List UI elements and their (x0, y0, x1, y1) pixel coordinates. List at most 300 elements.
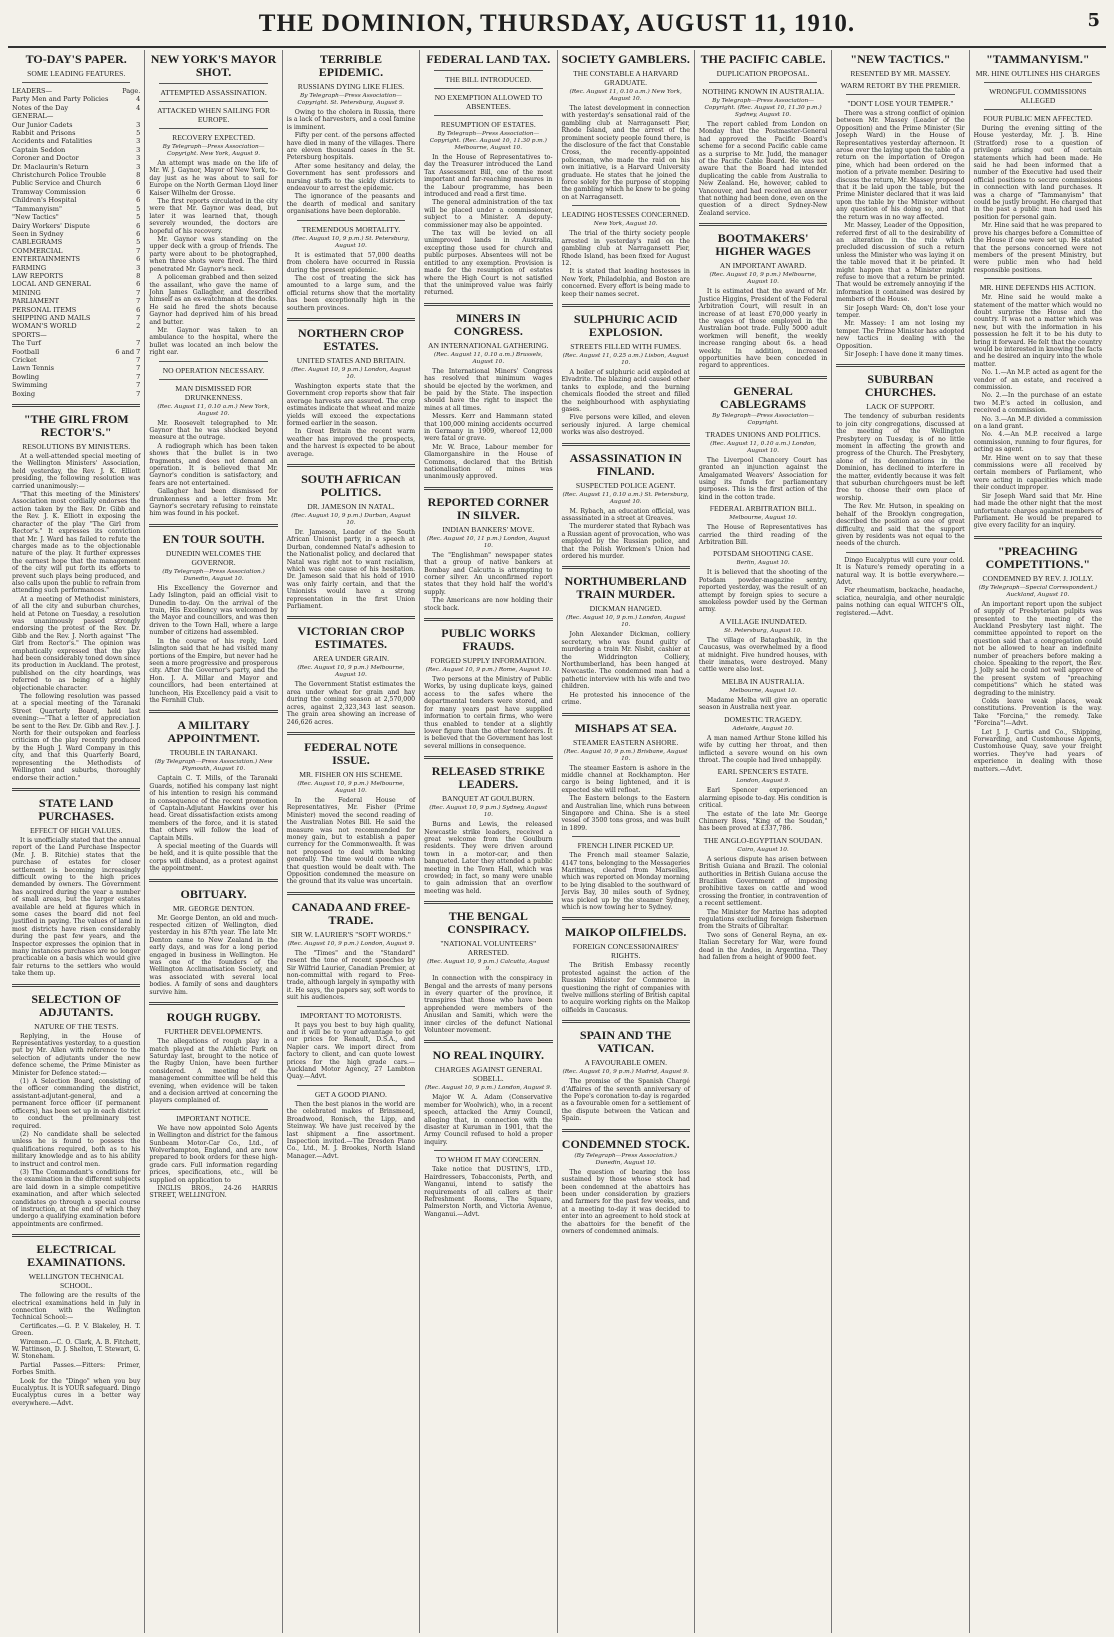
column-4 (420, 50, 557, 1633)
headline: FEDERAL NOTE ISSUE. (304, 739, 398, 767)
paragraph: Two sons of General Reyna, an ex-Italian Secretary for War, were found dead in the Andes, in Argentina. They had fallen from a height of 9000 feet. (698, 931, 828, 962)
article-body (12, 1292, 140, 1407)
byline: Berlin, August 10. (736, 560, 790, 567)
index-label: Boxing (12, 389, 36, 398)
subheadline: DICKMAN HANGED. (589, 604, 662, 614)
article-body (562, 230, 690, 298)
index-page: 6 (136, 179, 141, 188)
column-2 (145, 50, 282, 1633)
index-label: Bowling (12, 372, 40, 381)
paragraph: The Liverpool Chancery Court has granted an injunction against the Amalgamated Weavers' Association for using its funds for parliamentary purposes. This is the first action of the kind in the cotton trade. (698, 456, 828, 501)
paragraph: Dr. Jameson, Leader of the South African Unionist party, in a speech at Durban, condemned Natal's adhesion to the Nationalist policy, and declared that Natal was right not to want racialism, which was one cause of his hesitation. Dr. Jameson said that his hold of 1910 was only fairly certain, and that the Unionists would have a strong representation in the first Union Parliament. (286, 529, 416, 611)
column-1 (8, 50, 145, 1633)
article-body (149, 420, 277, 518)
article-body (424, 1166, 552, 1218)
byline: (Rec. August 11, 0.25 a.m.) Lisbon, August 10. (562, 352, 689, 366)
paragraph: Dingo Eucalyptus will cure your cold. It is Nature's remedy operating in a natural way. It is bottle everywhere.—Advt. (836, 556, 965, 586)
index-label: Captain Seddon (12, 145, 66, 154)
index-row (12, 222, 140, 230)
paragraph: For rheumatism, backache, headache, sciatica, neuralgia, and other neuralgic pains nothing can equal WITCH'S OIL, registered.—Advt. (836, 587, 965, 617)
article-body (424, 676, 552, 750)
paragraph: Then the best pianos in the world are the celebrated makes of Brinsmead, Broadwood, Ronisch, the Lipp, and Steinway. We have just received by the last shipment a fine assortment. Inspection invited.—The Dresden Piano Co., Ltd., M. J. Brookes, North Island Manager.—Advt. (286, 1100, 416, 1160)
paragraph: Certificates.—G. P. V. Blakeley, H. T. Green. (12, 1322, 141, 1338)
paragraph: Mr. George Denton, an old and much-respected citizen of Wellington, died yesterday in his 87th year. The late Mr. Denton came to New Zealand in the early days, and was for a long period engaged in business in Wellington. He was one of the founders of the Wellington Acclimatisation Society, and was associated with several local bodies. A family of sons and daughters survive him. (149, 914, 278, 996)
byline: (Rec. August 10, 9 p.m.) Durban, August 10. (291, 513, 411, 526)
article-body (562, 631, 690, 706)
paragraph: Mr. Hine said that he was prepared to prove his charges before a Committee of the House if one were set up. He stated that the persons concerned were not members of the present Ministry, but were public men who had held responsible positions. (973, 222, 1102, 274)
headline: NORTHUMBERLAND TRAIN MURDER. (564, 574, 687, 602)
subheadline: POTSDAM SHOOTING CASE. (712, 549, 814, 559)
index-page: 5 (136, 213, 141, 222)
subheadline: UNITED STATES AND BRITAIN. (296, 355, 406, 365)
article-body (149, 585, 277, 705)
index-label: Rabbit and Prisons (12, 129, 76, 138)
subheadline: MELBA IN AUSTRALIA. (721, 676, 805, 686)
index-row (12, 297, 140, 305)
index-row (12, 112, 140, 120)
index-page: 7 (136, 297, 141, 306)
paragraph: The Eastern belongs to the Eastern and Australian line, which runs between Singapore and China. She is a steel vessel of 3500 tons gross, and was built in 1899. (561, 795, 690, 832)
headline: SOCIETY GAMBLERS. (561, 52, 690, 66)
index-label: MINING (12, 288, 41, 297)
article-body (424, 821, 552, 895)
byline: (Rec. August 10, 9 p.m.) Brisbane, August 10. (563, 748, 688, 762)
index-row (12, 196, 140, 204)
index-page: 8 (136, 271, 141, 280)
paragraph: Let J. J. Curtis and Co., Shipping, Forwarding, and Customhouse Agents, Customhouse Quay, save your freight worries. They've had years of experience in dealing with those matters.—Advt. (973, 728, 1102, 773)
paragraph: Mr. Hine said he would make a statement of the matter which would no doubt surprise the House and the country. It was not a matter which was new, but with the information in his possession he felt it to be his duty to bring it forward. He felt that the country would be interested in knowing the facts and he desired an inquiry into the whole matter. (973, 294, 1102, 368)
subheadline: SUSPECTED POLICE AGENT. (575, 480, 676, 490)
columns (8, 50, 1106, 1633)
index-row (12, 163, 140, 171)
byline: (Rec. August 11, 0.10 a.m.) Brussels, August 10. (433, 351, 543, 365)
paragraph: The tendency of suburban residents to join city congregations, discussed at the meeting of the Wellington Presbytery on Tuesday, is of no little moment in affecting the growth and progress of the Church. The Presbytery, alone of its denominations in the Dominion, has declined to interfere in the matter, evidently because it was felt that suburban churchgoers must be left free to choose their own place of worship. (836, 413, 965, 502)
paragraph: There was a strong conflict of opinion between Mr. Massey (Leader of the Opposition) and the Prime Minister (Sir Joseph Ward) in the House of Representatives yesterday afternoon. It arose over the laying upon the table of a return on the importation of Oregon pine, which had been ordered on the motion of a private member. Desiring to discuss the return, Mr. Massey proposed that it be laid upon the table, but the Prime Minister declared that it was laid upon the table by the Minister without any question of his doing so, and that the return was in no way affected. (836, 110, 965, 221)
headline: SUBURBAN CHURCHES. (864, 372, 936, 400)
headline: THE PACIFIC CABLE. (700, 52, 826, 66)
headline: "THE GIRL FROM RECTOR'S." (23, 412, 129, 440)
paragraph: Sir Joseph Ward: Oh, don't lose your temper. (836, 304, 965, 319)
article-body (287, 681, 415, 725)
paragraph: Partial Passes.—Fitters: Primer, Forbes Smith. (12, 1361, 141, 1377)
paragraph: The "Times" and the "Standard" resent the tone of recent speeches by Sir Wilfrid Laurier, Canadian Premier, at non-committal with regard to Free-trade, although largely in sympathy with it. He says, the papers say, soft words to suit his audiences. (286, 949, 416, 1002)
article-body (287, 252, 415, 312)
headline: VICTORIAN CROP ESTIMATES. (297, 624, 405, 652)
subheadline: DUNEDIN WELCOMES THE GOVERNOR. (165, 548, 262, 567)
subheadline: LACK OF SUPPORT. (866, 402, 935, 412)
subheadline: DUPLICATION PROPOSAL. (716, 69, 810, 78)
paragraph: Mr. Hine went on to say that these commissions were all received by certain members of Parliament, who were acting in capacities which made their conduct improper. (973, 454, 1102, 492)
headline: SELECTION OF ADJUTANTS. (31, 991, 122, 1019)
headline: ASSASSINATION IN FINLAND. (569, 450, 682, 478)
index-row (12, 129, 140, 137)
paragraph: The general administration of the tax will be placed under a commissioner, subject to a Minister. A deputy-commissioner may also be appointed. (424, 199, 553, 229)
article-body (149, 915, 277, 996)
paragraph: Mr. W. Brace, Labour member for Glamorganshire in the House of Commons, declared that the British nationalisation of mines was unanimously approved. (424, 443, 553, 481)
article-body (562, 1078, 690, 1122)
paragraph: John Alexander Dickman, colliery secretary, who was found guilty of murdering a train Mr. Nisbit, cashier at the Widdrington Colliery, Northumberland, has been hanged at Newcastle. The condemned man had a pathetic interview with his wife and two children. (561, 631, 690, 691)
subheadline: "DON'T LOSE YOUR TEMPER." (847, 99, 954, 108)
paragraph: Mr. Gaynor was standing on the upper deck with a group of friends. The party were about to be photographed, when three shots were fired. The third penetrated Mr. Gaynor's neck. (149, 236, 278, 273)
byline: (Rec. August 10, 9 p.m.) Rome, August 10. (425, 667, 551, 674)
column-8 (970, 50, 1106, 1633)
paragraph: Sir Joseph Ward said that Mr. Hine had made the other night that the most unfortunate charges against members of Parliament. He would be prepared to give every facility for an inquiry. (973, 492, 1102, 530)
paragraph: A policeman grabbed and then seized the assailant, who gave the name of John James Gallagher, and described himself as an ex-watchman at the docks. He said he fired the shots because Gaynor had deprived him of his bread and butter. (149, 274, 278, 326)
index-label: Party Men and Party Policies (12, 95, 109, 104)
index-label: COMMERCIAL (12, 246, 63, 255)
article-body (562, 508, 690, 561)
subheadline: IMPORTANT NOTICE. (176, 1113, 251, 1123)
paragraph: Colds leave weak places, weak constitutions. Prevention is the way. Take "Forcina," the remedy. Take "Forcina"!—Advt. (973, 698, 1102, 728)
column-3 (283, 50, 420, 1633)
byline: By Telegraph—Press Association—Copyright. (Rec. August 10, 11.30 p.m.) Sydney, August 10. (704, 98, 822, 118)
paragraph: Major W. A. Adam (Conservative member for Woolwich), who, in a recent speech, attacked the Army Council, alleging that, in connection with the disaster at Kuruman in 1901, that the Army Council refused to hold a proper inquiry. (424, 1094, 553, 1146)
paragraph: The question of bearing the loss sustained by those whose stock had been condemned at the abattoirs has been under consideration by graziers and farmers for the past few weeks, and at a meeting to-day it was decided to enter into an agreement to hold stock at the abattoirs for the benefit of the owners of condemned animals. (561, 1168, 690, 1235)
index-page: 5 (136, 238, 141, 247)
article-body (287, 797, 415, 886)
article-body (836, 557, 964, 617)
paragraph: The promise of the Spanish Chargé d'Affaires of the seventh anniversary of the Pope's coronation to-day is regarded as a favourable omen for a settlement of the dispute between the Vatican and Spain. (561, 1078, 690, 1123)
column-6 (695, 50, 832, 1633)
index-label: Football (12, 347, 40, 356)
index-page: 6 (136, 280, 141, 289)
byline: (Rec. August 10, 9 p.m.) London, August 9. (424, 1085, 552, 1092)
byline: (Rec. August 11, 0.10 a.m.) New York, August 10. (157, 403, 270, 417)
paragraph: The "Englishman" newspaper states that a group of native bankers at Bombay and Calcutta is attempting to corner silver. An unconfirmed report states that they hold half the world's supply. (424, 551, 553, 596)
headline: "PREACHING COMPETITIONS." (985, 543, 1090, 571)
index-page: 5 (136, 204, 141, 213)
index-label: PARLIAMENT (12, 297, 60, 306)
subheadline: FOUR PUBLIC MEN AFFECTED. (982, 114, 1093, 123)
byline: Melbourne, August 10. (729, 687, 797, 694)
index-page: 3 (136, 137, 141, 146)
index-row (12, 238, 140, 246)
index-row (12, 179, 140, 187)
index-page: 6 (136, 187, 141, 196)
subheadline: NO OPERATION NECESSARY. (162, 365, 265, 375)
byline: (Rec. August 10, 9 p.m.) London, August 10. (291, 366, 411, 380)
subheadline: DR. JAMESON IN NATAL. (307, 502, 395, 511)
paragraph: The following resolution was passed at a special meeting of the Taranaki Street Quarterly Board, held last evening:—"That a letter of appreciation be sent to the Rev. Dr. Gibb and Rev. J. J. North for their outspoken and fearless criticism of the play recently produced by the Hugh J. Ward Company in this city, and that this Quarterly Board, representing the Methodists of Wellington and suburbs, thoroughly endorse their action." (12, 693, 141, 782)
byline: (Rec. August 10, 9 p.m.) Sydney, August 10. (429, 805, 548, 819)
article-body (149, 160, 277, 357)
article-body (699, 787, 827, 832)
subheadline: RESENTED BY MR. MASSEY. (850, 69, 951, 78)
paragraph: The latest development in connection with yesterday's sensational raid of the gambling club at Narragansett Pier, Rhode Island, and the arrest of the prominent society people found there, is the disclosure of the fact that Constable Cross, the recently-appointed policeman, who made the raid on his own initiative, is a Harvard University graduate. He states that he joined the force solely for the purpose of stopping the gambling which he knew to be going on at Narragansett. (561, 105, 690, 201)
index-page: 7 (136, 356, 141, 364)
paragraph: No. 3.—An M.P. divided a commission on a land grant. (973, 415, 1102, 431)
article-body (699, 121, 827, 217)
index-label: Swimming (12, 381, 48, 390)
index-row (12, 87, 140, 95)
paragraph: A serious dispute has arisen between British Guiana and Brazil. The colonial authorities in British Guiana accuse the Brazilian Government of imposing prohibitive taxes on cattle and wood crossing the frontier, in contravention of a recent settlement. (698, 855, 828, 908)
index-row (12, 364, 140, 372)
subheadline: SIR W. LAURIER'S "SOFT WORDS." (290, 929, 411, 939)
paragraph: His Excellency the Governor and Lady Islington, paid an official visit to Dunedin to-day. On the arrival of the train, His Excellency was welcomed by the Mayor and councillors, and was then driven to the Town Hall, where a large number of citizens had assembled. (149, 584, 278, 637)
masthead (8, 2, 1106, 48)
paragraph: Mr. Massey: I am not losing my temper. The Prime Minister has adopted new tactics in dealing with the Opposition. (836, 320, 965, 350)
subheadline: RUSSIANS DYING LIKE FLIES. (297, 82, 405, 91)
index-row (12, 289, 140, 297)
subheadline: TROUBLE IN TARANAKI. (169, 748, 258, 758)
paragraph: The estate of the late Mr. George Chinnery Ross, "King of the Soudan," has been proved at £337,786. (698, 810, 828, 833)
index-page: 7 (136, 313, 141, 322)
article-body (974, 601, 1102, 773)
index-label: GENERAL— (12, 112, 54, 121)
subheadline: THE ANGLO-EGYPTIAN SOUDAN. (703, 835, 823, 845)
paragraph: In the Federal House of Representatives, Mr. Fisher (Prime Minister) moved the second reading of the Australian Notes Bill. He said the measure was not recommended for money gain, but to establish a paper currency for the Commonwealth. It was not proposed to deal with banking generally. The time would come when that question would be dealt with. The Opposition condemned the measure on the ground that its value was uncertain. (286, 796, 416, 886)
subheadline: MR. FISHER ON HIS SCHEME. (299, 769, 403, 779)
index-label: Dr. Maclaurin's Return (12, 162, 89, 171)
paragraph: It is stated that leading hostesses in New York, Philadelphia, and Boston are concerned. Every effort is being made to keep their names secret. (561, 268, 690, 298)
index-page: 7 (136, 389, 141, 398)
byline: Melbourne, August 10. (729, 515, 797, 522)
index-label: PERSONAL ITEMS (12, 305, 77, 314)
article-body (699, 457, 827, 501)
index-row (12, 95, 140, 103)
index-label: WOMAN'S WORLD (12, 322, 77, 331)
paragraph: A special meeting of the Guards will be held, and it is quite possible that the corps will disband, as a protest against the appointment. (149, 843, 278, 873)
index-row (12, 247, 140, 255)
index-label: FARMING (12, 263, 47, 272)
paragraph: Replying, in the House of Representatives yesterday, to a question put by Mr. Allen with reference to the selection of adjutants under the new defence scheme, the Prime Minister as Minister for Defence stated:— (12, 1032, 141, 1077)
subheadline: CONDEMNED BY REV. J. JOLLY. (982, 573, 1094, 583)
index-list (12, 87, 140, 398)
index-label: "Tammanyism" (12, 204, 63, 213)
index-page: Page. (122, 87, 141, 95)
paragraph: It is unofficially stated that the annual report of the Land Purchase Inspector (Mr. J. B. Ritchie) states that the purchase of estates for closer settlement is becoming increasingly difficult owing to the high prices demanded by owners. The Government has acquired during the year a number of small areas, but the larger estates available are held at figures which in some cases the board did not feel justified in paying. The values of land in most districts have risen considerably during the past few years, and the Inspector expresses the opinion that in many instances purchases are no longer practicable on a basis which would give fair returns to the settlers who would take them up. (12, 836, 141, 978)
article-body (424, 552, 552, 612)
byline: (Rec. August 10, 9 p.m.) Melbourne, August 10. (297, 780, 405, 794)
paragraph: A radiograph which has been taken shows that the bullet is in two fragments, and does not demand an operation. It is believed that Mr. Gaynor's condition is satisfactory, and fears are not entertained. (149, 442, 278, 487)
paragraph: Sir Joseph: I have done it many times. (844, 351, 964, 358)
paragraph: The following are the results of the electrical examinations held in July in connection with the Wellington Technical School:— (12, 1292, 141, 1322)
index-row (12, 280, 140, 288)
index-row (12, 264, 140, 272)
paragraph: M. Rybach, an education official, was assassinated in a street at Greaves. (561, 507, 690, 522)
index-page: 3 (136, 263, 141, 272)
paragraph: A man named Arthur Stone killed his wife by cutting her throat, and then inflicted a severe wound on his own throat. The couple had lived unhappily. (698, 734, 828, 764)
subheadline: TO WHOM IT MAY CONCERN. (436, 1155, 541, 1165)
article-body (149, 1038, 277, 1105)
index-row (12, 306, 140, 314)
headline: MAIKOP OILFIELDS. (565, 925, 687, 940)
subheadline: GET A GOOD PIANO. (314, 1089, 387, 1099)
paragraph: The Americans are now holding their stock back. (424, 597, 553, 612)
index-label: SHIPPING AND MAILS (12, 313, 91, 322)
paragraph: The Government Statist estimates the area under wheat for grain and hay during the coming season at 2,570,000 acres, against 2,323,343 last season. The grain area showing an increase of 246,626 acres. (286, 681, 416, 726)
subheadline: EFFECT OF HIGH VALUES. (29, 825, 123, 835)
headline: THE BENGAL CONSPIRACY. (447, 909, 530, 937)
article-body (562, 369, 690, 437)
byline: (By Telegraph—Press Association.) Dunedin, August 10. (162, 568, 265, 582)
index-row (12, 137, 140, 145)
article-body (149, 1125, 277, 1200)
index-row (12, 348, 140, 356)
index-row (12, 188, 140, 196)
index-row (12, 146, 140, 154)
byline: (Rec. August 11, 0.10 a.m.) New York, August 10. (569, 89, 682, 102)
index-label: LAW REPORTS (12, 271, 64, 280)
byline: (Rec. August 11, 0.10 a.m.) London, August 10. (710, 440, 817, 454)
paragraph: At a well-attended special meeting of the Wellington Ministers' Association, held yesterday, the Rev. J. K. Elliott presiding, the following resolution was carried unanimously:— (12, 453, 141, 490)
subheadline: ATTACKED WHEN SAILING FOR EUROPE. (157, 106, 271, 124)
index-row (12, 121, 140, 129)
index-row (12, 314, 140, 322)
index-row (12, 331, 140, 339)
article-body (287, 109, 415, 216)
headline: "TAMMANYISM." (986, 52, 1090, 66)
subheadline: FEDERAL ARBITRATION BILL. (709, 504, 817, 514)
article-body (699, 288, 827, 369)
subheadline: RESUMPTION OF ESTATES. (440, 120, 536, 129)
paragraph: The tax will be levied on all unimproved lands in Australia, excepting those used for church and public purposes. Absentees will not be entitled to any exemption. Provision is made for the resumption of estates where the High Court is not satisfied that the unimproved value was fairly returned. (424, 230, 553, 297)
subheadline: FOREIGN CONCESSIONAIRES' RIGHTS. (572, 942, 679, 961)
subheadline: TRADES UNIONS AND POLITICS. (705, 429, 821, 439)
article-body (562, 962, 690, 1014)
subheadline: NATURE OF THE TESTS. (34, 1021, 119, 1031)
article-body (699, 637, 827, 674)
subheadline: A FAVOURABLE OMEN. (584, 1058, 667, 1068)
byline: St. Petersburg, August 10. (724, 627, 803, 634)
index-page: 5 (136, 129, 141, 138)
index-label: Children's Hospital (12, 196, 77, 205)
paragraph: A boiler of sulphuric acid exploded at Elvadrite. The blazing acid caused other tanks to explode, and the burning chemicals flooded the street and filled the neighbourhood with asphyxiating gases. (561, 368, 690, 413)
paragraph: INGLIS BROS., 24-26 HARRIS STREET, WELLINGTON. (149, 1185, 278, 1200)
paragraph: Washington experts state that the Government crop reports show that fair average harvests are assured. The crop estimates indicate that wheat and maize yields will exceed the expectations formed earlier in the season. (286, 382, 416, 427)
byline: (Rec. August 10, 9 p.m.) London, August 10. (565, 615, 686, 629)
article-body (699, 856, 827, 962)
paragraph: An attempt was made on the life of Mr. W. J. Gaynor, Mayor of New York, to-day just as he was about to sail for Europe on the North German Lloyd liner Kaiser Wilhelm der Grosse. (149, 160, 278, 197)
paragraph: Take notice that DUSTIN'S, LTD., Hairdressers, Tobacconists, Perth, and Wanganui, intend to satisfy the requirements of all callers at their Refreshment Rooms, The Square, Palmerston North, and Victoria Avenue, Wanganui.—Advt. (424, 1166, 553, 1218)
article-body (699, 524, 827, 546)
index-page: 6 (136, 229, 141, 238)
article-body (562, 852, 690, 911)
article-body (699, 697, 827, 712)
subheadline: AN IMPORTANT AWARD. (719, 261, 807, 271)
byline: (Rec. August 11, 0.10 a.m.) St. Petersburg, August 10. (562, 491, 689, 505)
subheadline: CHARGES AGAINST GENERAL SOBELL. (434, 1065, 543, 1084)
index-label: Lawn Tennis (12, 364, 55, 373)
paragraph: The Rev. Mr. Hutson, in speaking on behalf of the Brooklyn congregation, described the position as one of great difficulty, and said that the support given by residents was not equal to the needs of the church. (836, 503, 965, 548)
paragraph: He protested his innocence of the crime. (561, 691, 690, 707)
headline: NO REAL INQUIRY. (432, 1048, 545, 1063)
paragraph: (1) A Selection Board, consisting of the officer commanding the district, assistant-adjutant-general, and a permanent force officer (if permanent officers), has been set up in each district to conduct the preliminary test required. (12, 1078, 141, 1130)
index-label: Seen in Sydney (12, 229, 64, 238)
headline: EN TOUR SOUTH. (162, 531, 265, 546)
article-body (12, 837, 140, 978)
subheadline: STEAMER EASTERN ASHORE. (573, 737, 679, 747)
paragraph: The House of Representatives has carried the third reading of the Arbitration Bill. (698, 524, 828, 546)
paragraph: The French mail steamer Salazie, 4147 tons, belonging to the Messageries Maritimes, cleared from Marseilles, which was reported on Monday morning to be lying disabled to the southward of Jervis Bay, 30 miles south of Sydney, was picked up by the steamer Sydney, which is now towing her to Sydney. (561, 852, 690, 911)
subheadline: WARM RETORT BY THE PREMIER. (840, 81, 961, 90)
subheadline: RESOLUTIONS BY MINISTERS. (22, 442, 131, 452)
article-body (562, 1169, 690, 1236)
index-page: 7 (136, 246, 141, 255)
subheadline: NOTHING KNOWN IN AUSTRALIA. (702, 87, 825, 96)
paragraph: The allegations of rough play in a match played at the Athletic Park on Saturday last, brought to the notice of the Rugby Union, have been further considered. A meeting of the management committee will be held this evening, when evidence will be taken and a decision arrived at concerning the players complained of. (149, 1038, 278, 1105)
subheadline: AN INTERNATIONAL GATHERING. (428, 340, 549, 350)
paragraph: Two persons at the Ministry of Public Works, by using duplicate keys, gained access to the safes where the departmental tenders were stored, and for many years past have supplied information to certain firms, who were thus enabled to tender at a slightly lower figure than the other tenderers. It is believed that the Government has lost several millions in consequence. (424, 676, 553, 750)
index-page: 6 (136, 221, 141, 230)
headline: OBITUARY. (180, 886, 247, 901)
paragraph: Mr. Gaynor was taken to an ambulance to the hospital, where the bullet was located an inch below the right ear. (149, 326, 278, 357)
headline: RELEASED STRIKE LEADERS. (431, 764, 545, 792)
article-body (699, 569, 827, 613)
paragraph: Fifty per cent. of the persons affected have died in many of the villages. There are eleven thousand cases in the St. Petersburg hospitals. (286, 132, 416, 162)
paragraph: Madame Melba will give an operatic season in Australia next year. (698, 696, 828, 712)
index-label: Notes of the Day (12, 103, 69, 112)
article-body (149, 775, 277, 872)
index-row (12, 272, 140, 280)
byline: By Telegraph—Press Association—Copyright. (712, 412, 815, 426)
subheadline: THE BILL INTRODUCED. (445, 75, 532, 84)
paragraph: The Minister for Marine has adopted regulations excluding foreign fishermen from the Straits of Gibraltar. (698, 908, 828, 931)
subheadline: A VILLAGE INUNDATED. (719, 616, 807, 626)
index-row (12, 339, 140, 347)
byline: Adelaide, August 10. (732, 725, 794, 732)
article-body (836, 110, 964, 358)
index-label: Dairy Workers' Dispute (12, 221, 90, 230)
index-row (12, 255, 140, 263)
headline: PUBLIC WORKS FRAUDS. (441, 626, 536, 654)
article-body (836, 413, 964, 547)
page-number: 5 (1087, 10, 1100, 31)
article-body (562, 105, 690, 201)
paragraph: The steamer Eastern is ashore in the middle channel at Rockhampton. Her cargo is being lightened, and it is expected she will refloat. (561, 764, 690, 794)
index-label: LOCAL AND GENERAL (12, 280, 91, 289)
headline: SOUTH AFRICAN POLITICS. (301, 472, 401, 499)
paragraph: Look for the "Dingo" when you buy Eucalyptus. It is YOUR safeguard. Dingo Eucalyptus cures in a better way everywhere.—Advt. (12, 1377, 141, 1407)
article-body (424, 975, 552, 1034)
byline: (Rec. August 10, 9 p.m.) Madrid, August 9. (562, 1069, 689, 1076)
subheadline: FURTHER DEVELOPMENTS. (164, 1027, 263, 1037)
article-body (287, 1022, 415, 1081)
subheadline: FRENCH LINER PICKED UP. (577, 841, 674, 851)
subheadline: MR. GEORGE DENTON. (172, 903, 255, 913)
index-page: 3 (136, 162, 141, 171)
index-label: Tramway Commission (12, 187, 86, 196)
index-label: "New Tactics" (12, 213, 59, 222)
index-label: Coroner and Doctor (12, 154, 79, 163)
paragraph: The International Miners' Congress has resolved that minimum wages should be ejected by the workmen, and be paid by the State. The inspection should have the right to inspect the mines at all times. (424, 367, 553, 412)
index-page: 6 and 7 (115, 347, 141, 356)
subheadline: "NATIONAL VOLUNTEERS" ARRESTED. (440, 939, 537, 958)
headline: NORTHERN CROP ESTATES. (297, 325, 404, 353)
index-page: 3 (136, 120, 141, 129)
index-page: 4 (136, 103, 141, 112)
subheadline: INDIAN BANKERS' MOVE. (442, 524, 535, 534)
index-row (12, 104, 140, 112)
paragraph: Gallagher had been dismissed for drunkenness and a letter from Mr. Gaynor's secretary refusing to reinstate him was found in his pocket. (149, 488, 278, 518)
subheadline: ATTEMPTED ASSASSINATION. (160, 88, 267, 97)
headline: "NEW TACTICS." (850, 52, 951, 66)
article-body (562, 765, 690, 833)
byline: By Telegraph—Press Association—Copyright. (Rec. August 10, 11.30 p.m.) Melbourne, August 10. (429, 131, 547, 151)
article-body (287, 529, 415, 610)
subheadline: WELLINGTON TECHNICAL SCHOOL. (28, 1272, 124, 1291)
index-page: 7 (136, 288, 141, 297)
byline: London, August 9. (736, 778, 790, 785)
subheadline: TREMENDOUS MORTALITY. (301, 224, 401, 234)
headline: REPORTED CORNER IN SILVER. (427, 494, 549, 522)
paragraph: No. 1.—An M.P. acted as agent for the vendor of an estate, and received a commission. (973, 369, 1102, 391)
paragraph: The village of Batagbashik, in the Caucasus, was overwhelmed by a flood at midnight. Five hundred houses, with their inmates, were destroyed. Many cattle were also lost. (698, 636, 828, 674)
byline: Cairo, August 10. (737, 846, 789, 853)
byline: (Rec. August 10, 9 p.m.) Melbourne, August 10. (297, 665, 405, 679)
subheadline: AREA UNDER GRAIN. (312, 654, 390, 664)
headline: A MILITARY APPOINTMENT. (167, 718, 260, 746)
